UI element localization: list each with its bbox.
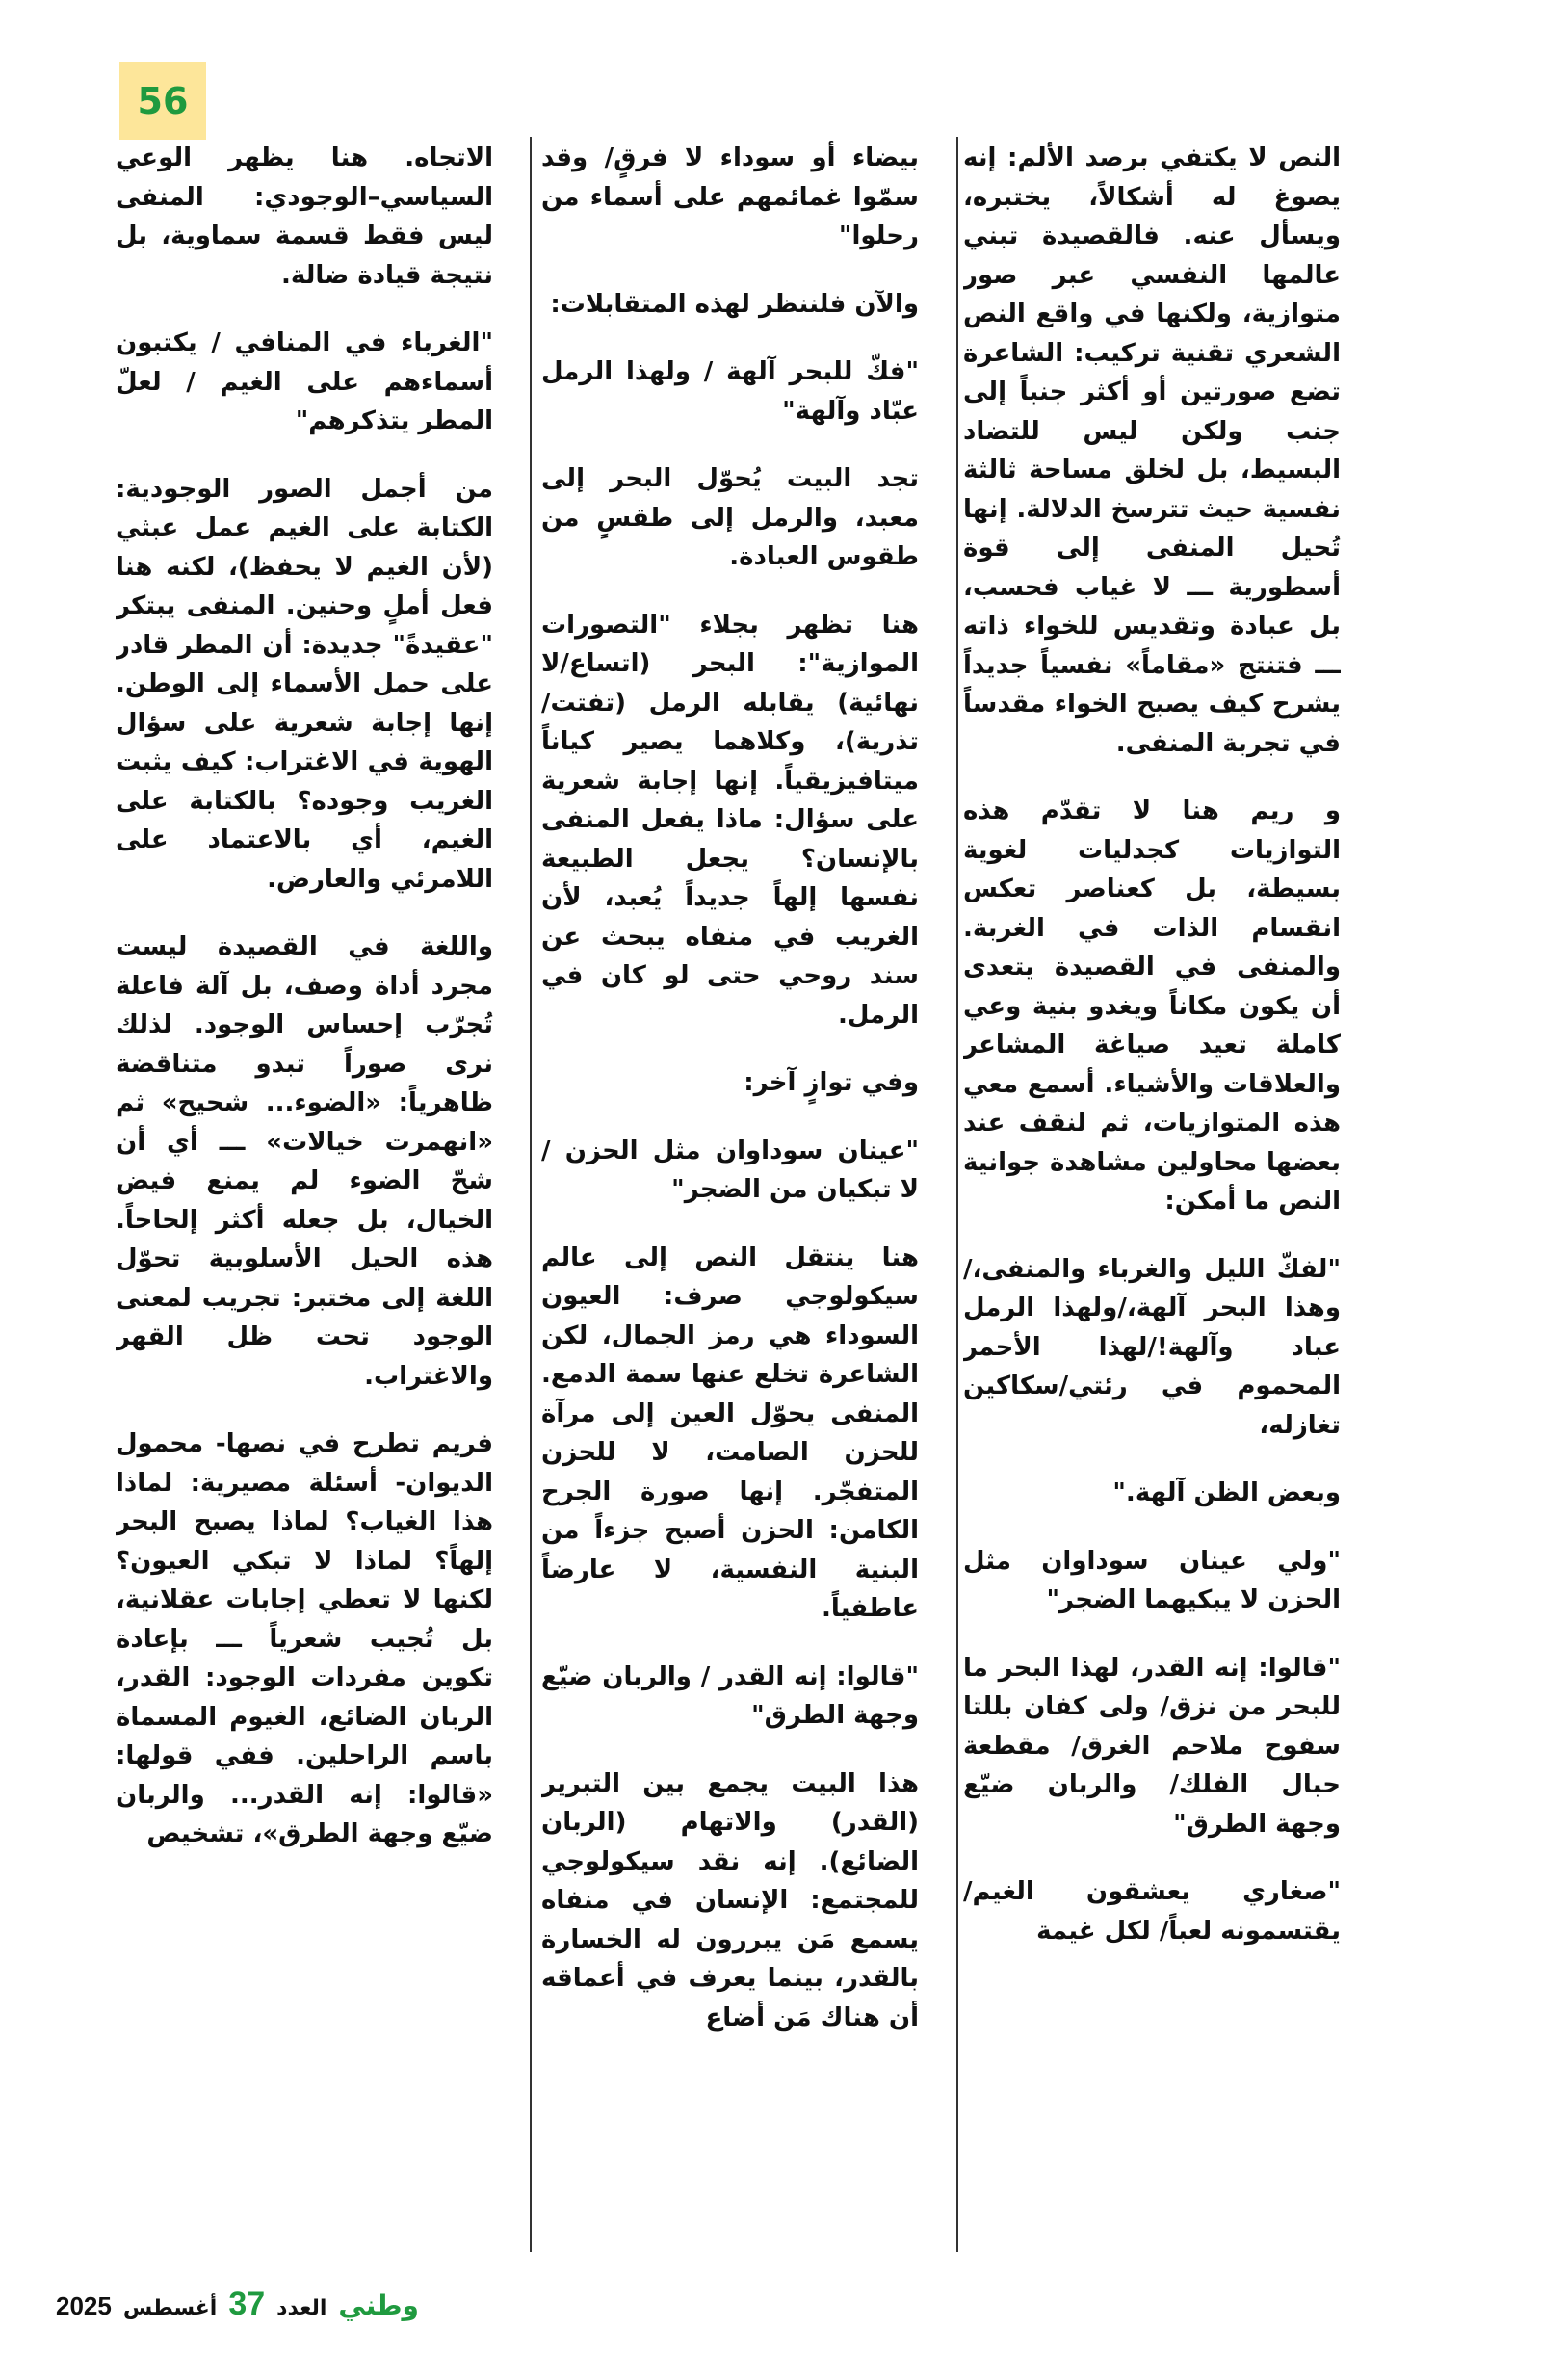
paragraph: هنا تظهر بجلاء "التصورات الموازية": البحر (اتساع/لا نهائية) يقابله الرمل (تفتت/تذرية)، وكلاهما يصير كياناً ميتافيزيقياً. إنها إجابة شعرية على سؤال: ماذا يفعل المنفى بالإنسان؟ يجعل الطبيعة نفسها إلهاً جديداً يُعبد، لأن الغريب في منفاه يبحث عن سند روحي حتى لو كان في الرمل. [541, 610, 919, 1030]
poem-quote: بيضاء أو سوداء لا فرقٍ/ وقد سمّوا غمائمهم على أسماء من رحلوا" [541, 144, 919, 250]
article-column-middle [541, 139, 919, 2248]
paragraph: واللغة في القصيدة ليست مجرد أداة وصف، بل آلة فاعلة تُجرّب إحساس الوجود. لذلك نرى صوراً تبدو متناقضة ظاهرياً: «الضوء... شحيح» ثم «انهمرت خيالات» ـــ أي أن شحّ الضوء لم يمنع فيض الخيال، بل جعله أكثر إلحاحاً. هذه الحيل الأسلوبية تحوّل اللغة إلى مختبر: تجريب لمعنى الوجود تحت ظل القهر والاغتراب. [116, 932, 493, 1391]
paragraph: وفي توازٍ آخر: [744, 1068, 919, 1097]
poem-quote: "الغرباء في المنافي / يكتبون أسماءهم على الغيم / لعلّ المطر يتذكرهم" [116, 328, 493, 435]
paragraph: النص لا يكتفي برصد الألم: إنه يصوغ له أشكالاً، يختبره، ويسأل عنه. فالقصيدة تبني عالمها النفسي عبر صور متوازية، ولكنها في واقع النص الشعري تقنية تركيب: الشاعرة تضع صورتين أو أكثر جنباً إلى جنب ولكن ليس للتضاد البسيط، بل لخلق مساحة ثالثة نفسية حيث تترسخ الدلالة. إنها تُحيل المنفى إلى قوة أسطورية ـــ لا غياب فحسب، بل عبادة وتقديس للخواء ذاته ـــ فتنتج «مقاماً» نفسياً جديداً يشرح كيف يصبح الخواء مقدساً في تجربة المنفى. [963, 144, 1341, 758]
magazine-brand: وطني [338, 2289, 419, 2321]
issue-month: أغسطس [122, 2296, 218, 2320]
issue-label: العدد [276, 2296, 327, 2320]
paragraph: من أجمل الصور الوجودية: الكتابة على الغيم عمل عبثي (لأن الغيم لا يحفظ)، لكنه هنا فعل أملٍ وحنين. المنفى يبتكر "عقيدةً" جديدة: أن المطر قادر على حمل الأسماء إلى الوطن. إنها إجابة شعرية على سؤال الهوية في الاغتراب: كيف يثبت الغريب وجوده؟ بالكتابة على الغيم، أي بالاعتماد على اللامرئي والعارض. [116, 474, 493, 894]
column-divider [530, 137, 532, 2252]
page-number-badge [119, 62, 206, 140]
article-column-left [116, 139, 493, 2248]
paragraph: فريم تطرح في نصها- محمول الديوان- أسئلة مصيرية: لماذا هذا الغياب؟ لماذا يصبح البحر إلهاً؟ لماذا لا تبكي العيون؟ لكنها لا تعطي إجابات عقلانية، بل تُجيب شعرياً ـــ بإعادة تكوين مفردات الوجود: القدر، الربان الضائع، الغيوم المسماة باسم الراحلين. ففي قولها: «قالوا: إنه القدر... والربان ضيّع وجهة الطرق»، تشخيص [116, 1429, 493, 1848]
issue-year: 2025 [56, 2291, 112, 2320]
poem-quote: وبعض الظن آلهة." [1112, 1478, 1341, 1507]
poem-quote: "قالوا: إنه القدر / والربان ضيّع وجهة الطرق" [541, 1661, 919, 1730]
magazine-footer [56, 2286, 419, 2323]
paragraph: هنا ينتقل النص إلى عالم سيكولوجي صرف: العيون السوداء هي رمز الجمال، لكن الشاعرة تخلع عنها سمة الدمع. المنفى يحوّل العين إلى مرآة للحزن الصامت، لا للحزن المتفجّر. إنها صورة الجرح الكامن: الحزن أصبح جزءاً من البنية النفسية، لا عارضاً عاطفياً. [541, 1242, 919, 1623]
poem-quote: "عينان سوداوان مثل الحزن / لا تبكيان من الضجر" [541, 1136, 919, 1204]
paragraph: الاتجاه. هنا يظهر الوعي السياسي–الوجودي: المنفى ليس فقط قسمة سماوية، بل نتيجة قيادة ضالة. [116, 144, 493, 290]
poem-quote: "ولي عينان سوداوان مثل الحزن لا يبكيهما الضجر" [963, 1546, 1341, 1614]
issue-number: 37 [228, 2286, 266, 2322]
article-column-right [963, 139, 1341, 2248]
poem-quote: "لفكّ الليل والغرباء والمنفى،/وهذا البحر آلهة،/ولهذا الرمل عباد وآلهة!/لهذا الأحمر المحموم في رئتي/سكاكين تغازله، [963, 1254, 1341, 1440]
poem-quote: "قالوا: إنه القدر، لهذا البحر ما للبحر من نزق/ ولى كفان بللتا سفوح ملاحم الغرق/ مقطعة حبال الفلك/ والربان ضيّع وجهة الطرق" [963, 1653, 1341, 1839]
paragraph: هذا البيت يجمع بين التبرير (القدر) والاتهام (الربان الضائع). إنه نقد سيكولوجي للمجتمع: الإنسان في منفاه يسمع مَن يبررون له الخسارة بالقدر، بينما يعرف في أعماقه أن هناك مَن أضاع [541, 1768, 919, 2032]
poem-quote: "صغاري يعشقون الغيم/ يقتسمونه لعباً/ لكل غيمة [963, 1877, 1341, 1946]
column-divider [956, 137, 958, 2252]
paragraph: تجد البيت يُحوّل البحر إلى معبد، والرمل إلى طقسٍ من طقوس العبادة. [541, 464, 919, 571]
paragraph: و ريم هنا لا تقدّم هذه التوازيات كجدليات لغوية بسيطة، بل كعناصر تعكس انقسام الذات في الغربة. والمنفى في القصيدة يتعدى أن يكون مكاناً ويغدو بنية وعي كاملة تعيد صياغة المشاعر والعلاقات والأشياء. أسمع معي هذه المتوازيات، ثم لنقف عند بعضها محاولين مشاهدة جوانية النص ما أمكن: [963, 797, 1341, 1216]
poem-quote: "فكّ للبحر آلهة / ولهذا الرمل عبّاد وآلهة" [541, 357, 919, 426]
page-number: 56 [137, 79, 189, 122]
paragraph: والآن فلننظر لهذه المتقابلات: [550, 289, 919, 319]
